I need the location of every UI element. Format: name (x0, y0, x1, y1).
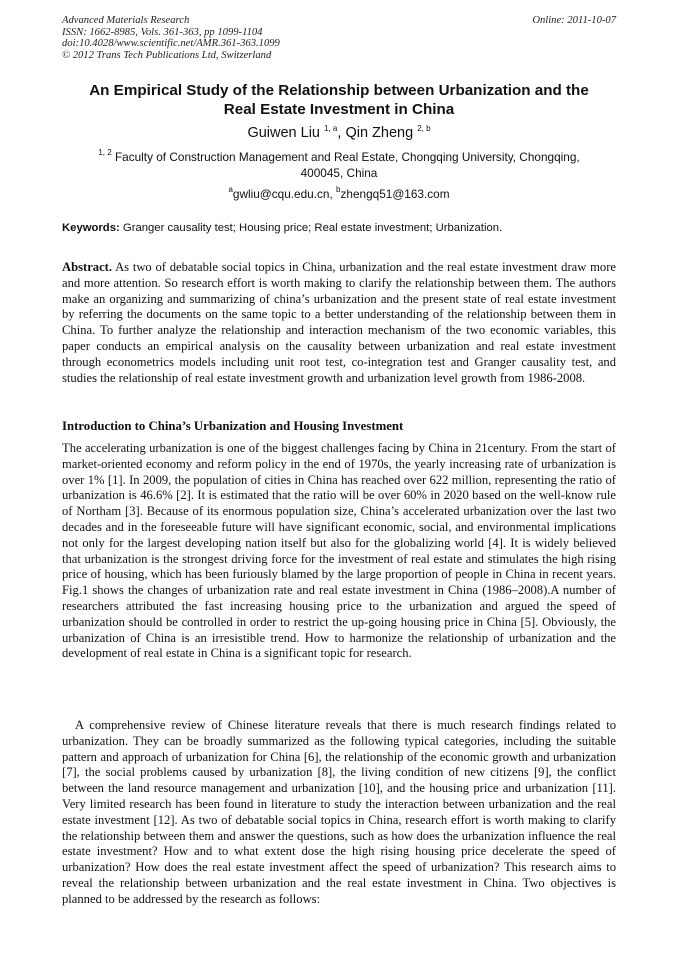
email-superscript: b (336, 185, 341, 194)
author-name: Qin Zheng (345, 125, 414, 141)
affiliation-superscript: 1, 2 (98, 148, 112, 157)
author-emails (62, 186, 616, 202)
keywords-label: Keywords: (62, 222, 120, 234)
body-paragraph: A comprehensive review of Chinese literature reveals that there is much research findings related to urbanization. They can be broadly summarized as the following typical categories, including the suitable pattern and approach of urbanization for China [6], the relationship of the economic growth and urbanization [7], the social problems caused by urbanization [8], the living condition of new citizens [9], the conflict between the land resource management and urbanization [10], and the housing price and urbanization [11]. Very limited research has been found in literature to study the interaction between urbanization and the real estate investment [12]. As two of debatable social topics in China, research effort is worth making to clarify the relationship between them and answer the questions, such as how does the urbanization influence the real estate investment? How and to what extent dose the high rising housing price decelerate the speed of urbanization? How does the real estate investment affect the speed of urbanization? This research aims to reveal the relationship between urbanization and the real estate investment in China. Two objectives is planned to be addressed by the research as follows: (62, 718, 616, 906)
abstract-label: Abstract. (62, 260, 113, 274)
title-line-1: An Empirical Study of the Relationship between Urbanization and the (89, 82, 589, 99)
section-heading: Introduction to China’s Urbanization and Housing Investment (62, 419, 404, 433)
body-paragraph: The accelerating urbanization is one of the biggest challenges facing by China in 21century. From the start of market-oriented economy and reform policy in the end of 1970s, the yearly increasing rate of urbanization is over 1% [1]. In 2009, the population of cities in China has reached over 622 million, representing the ratio of urbanization is 46.6% [2]. It is estimated that the ratio will be over 60% in 2020 based on the well-know rule of Northam [3]. Because of its enormous population size, China’s accelerated urbanization over the last two decades and in the foreseeable future will have significant economic, social, and environmental implications not only for the largest developing nation itself but also for the globalizing world [4]. It is widely believed that urbanization is the strongest driving force for the investment of real estate and stimulates the high rising price of housing, which has been furiously blamed by the large proportion of people in China in recent years. Fig.1 shows the changes of urbanization rate and real estate investment in China (1986–2008).A number of researchers attributed the fast increasing housing price to the urbanization and argued the speed of urbanization should be controlled in order to restrict the up-going housing price in China [5]. Obviously, the urbanization of China is an irresistible trend. How to harmonize the relationship of urbanization and the development of real estate in China is a significant topic for research. (62, 441, 616, 661)
email-link[interactable]: zhengq51@163.com (340, 187, 450, 201)
author-superscript: 2, b (417, 124, 431, 133)
email-superscript: a (228, 185, 233, 194)
paper-title (62, 81, 616, 119)
title-line-2: Real Estate Investment in China (223, 101, 455, 118)
author-superscript: 1, a (324, 124, 338, 133)
keywords-text: Granger causality test; Housing price; Real estate investment; Urbanization. (119, 222, 503, 234)
copyright-line: © 2012 Trans Tech Publications Ltd, Switzerland (62, 49, 272, 61)
abstract (62, 260, 616, 386)
affiliation-line-2: 400045, China (300, 166, 378, 180)
abstract-text: As two of debatable social topics in China, urbanization and the real estate investment draw more and more attention. So research effort is worth making to clarify the relationship between them. The authors make an organizing and summarizing of china’s urbanization and the present state of real estate investment by referring the documents on the same topic to a better understanding of the relationship between them in China. To further analyze the relationship and interaction mechanism of the two economic variables, this paper conducts an empirical analysis on the causality between urbanization and real estate investment through econometrics models including unit root test, co-integration test and Granger causality test, and studies the relationship of real estate investment growth and urbanization level growth from 1986-2008. (62, 260, 616, 385)
author-separator: , (337, 125, 346, 141)
doi-line: doi:10.4028/www.scientific.net/AMR.361-363.1099 (62, 38, 280, 50)
email-link[interactable]: gwliu@cqu.edu.cn, (232, 187, 337, 201)
journal-header (62, 15, 616, 61)
author-name: Guiwen Liu (247, 125, 320, 141)
issn-line: ISSN: 1662-8985, Vols. 361-363, pp 1099-1104 (62, 26, 263, 38)
affiliation-text: Faculty of Construction Management and Real Estate, Chongqing University, Chongqing, (111, 150, 580, 164)
online-date: Online: 2011-10-07 (532, 15, 616, 26)
keywords (62, 221, 616, 236)
journal-name: Advanced Materials Research (62, 15, 190, 26)
author-list (62, 124, 616, 142)
affiliation-line-1 (62, 149, 616, 165)
affiliation (62, 149, 616, 181)
